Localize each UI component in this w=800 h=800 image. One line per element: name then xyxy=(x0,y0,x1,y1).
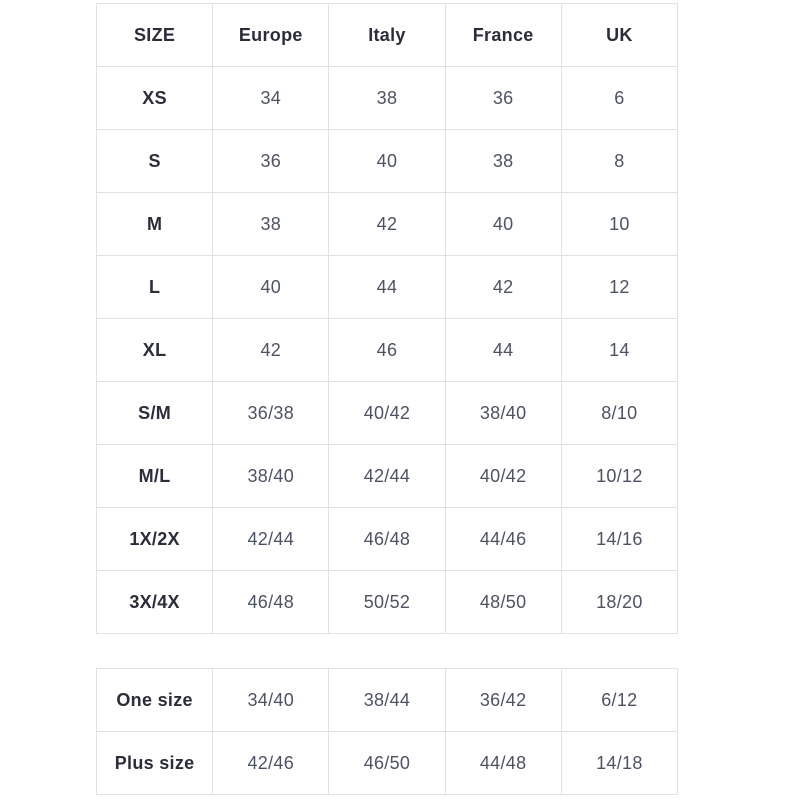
value-cell: 42/44 xyxy=(329,445,445,508)
value-cell: 18/20 xyxy=(561,571,677,634)
value-cell: 42/46 xyxy=(213,732,329,795)
size-label-cell: L xyxy=(97,256,213,319)
value-cell: 14/16 xyxy=(561,508,677,571)
value-cell: 6 xyxy=(561,67,677,130)
value-cell: 40 xyxy=(329,130,445,193)
value-cell: 38 xyxy=(445,130,561,193)
table-header-row xyxy=(97,4,678,67)
header-cell-france: France xyxy=(445,4,561,67)
value-cell: 38/40 xyxy=(445,382,561,445)
value-cell: 40 xyxy=(213,256,329,319)
value-cell: 12 xyxy=(561,256,677,319)
value-cell: 14/18 xyxy=(561,732,677,795)
value-cell: 14 xyxy=(561,319,677,382)
value-cell: 44/48 xyxy=(445,732,561,795)
value-cell: 46/48 xyxy=(213,571,329,634)
value-cell: 38 xyxy=(213,193,329,256)
table-row-plus-size xyxy=(97,732,678,795)
size-label-cell: 1X/2X xyxy=(97,508,213,571)
table-row-xl xyxy=(97,319,678,382)
value-cell: 44 xyxy=(445,319,561,382)
header-cell-europe: Europe xyxy=(213,4,329,67)
table-row-l xyxy=(97,256,678,319)
value-cell: 8/10 xyxy=(561,382,677,445)
value-cell: 10/12 xyxy=(561,445,677,508)
size-label-cell: M xyxy=(97,193,213,256)
value-cell: 10 xyxy=(561,193,677,256)
table-row-3x4x xyxy=(97,571,678,634)
table-row-s xyxy=(97,130,678,193)
value-cell: 36 xyxy=(445,67,561,130)
value-cell: 36/42 xyxy=(445,669,561,732)
value-cell: 46 xyxy=(329,319,445,382)
one-size-plus-size-table xyxy=(96,668,678,795)
value-cell: 38/40 xyxy=(213,445,329,508)
value-cell: 40/42 xyxy=(329,382,445,445)
table-row-ml xyxy=(97,445,678,508)
value-cell: 42/44 xyxy=(213,508,329,571)
table-row-sm xyxy=(97,382,678,445)
header-cell-italy: Italy xyxy=(329,4,445,67)
size-conversion-table xyxy=(96,3,678,634)
value-cell: 34/40 xyxy=(213,669,329,732)
value-cell: 40/42 xyxy=(445,445,561,508)
value-cell: 44/46 xyxy=(445,508,561,571)
value-cell: 42 xyxy=(213,319,329,382)
table-row-one-size xyxy=(97,669,678,732)
size-label-cell: XS xyxy=(97,67,213,130)
header-cell-uk: UK xyxy=(561,4,677,67)
value-cell: 50/52 xyxy=(329,571,445,634)
size-guide xyxy=(96,3,678,795)
size-label-cell: XL xyxy=(97,319,213,382)
value-cell: 46/48 xyxy=(329,508,445,571)
value-cell: 40 xyxy=(445,193,561,256)
size-label-cell: 3X/4X xyxy=(97,571,213,634)
size-label-cell: M/L xyxy=(97,445,213,508)
value-cell: 36/38 xyxy=(213,382,329,445)
value-cell: 6/12 xyxy=(561,669,677,732)
value-cell: 48/50 xyxy=(445,571,561,634)
value-cell: 34 xyxy=(213,67,329,130)
table-row-xs xyxy=(97,67,678,130)
value-cell: 42 xyxy=(445,256,561,319)
size-label-cell: One size xyxy=(97,669,213,732)
value-cell: 42 xyxy=(329,193,445,256)
size-label-cell: S/M xyxy=(97,382,213,445)
tables-spacer xyxy=(96,634,678,668)
header-cell-size: SIZE xyxy=(97,4,213,67)
value-cell: 38/44 xyxy=(329,669,445,732)
value-cell: 36 xyxy=(213,130,329,193)
value-cell: 8 xyxy=(561,130,677,193)
table-row-1x2x xyxy=(97,508,678,571)
size-label-cell: S xyxy=(97,130,213,193)
size-label-cell: Plus size xyxy=(97,732,213,795)
value-cell: 46/50 xyxy=(329,732,445,795)
table-row-m xyxy=(97,193,678,256)
value-cell: 44 xyxy=(329,256,445,319)
value-cell: 38 xyxy=(329,67,445,130)
